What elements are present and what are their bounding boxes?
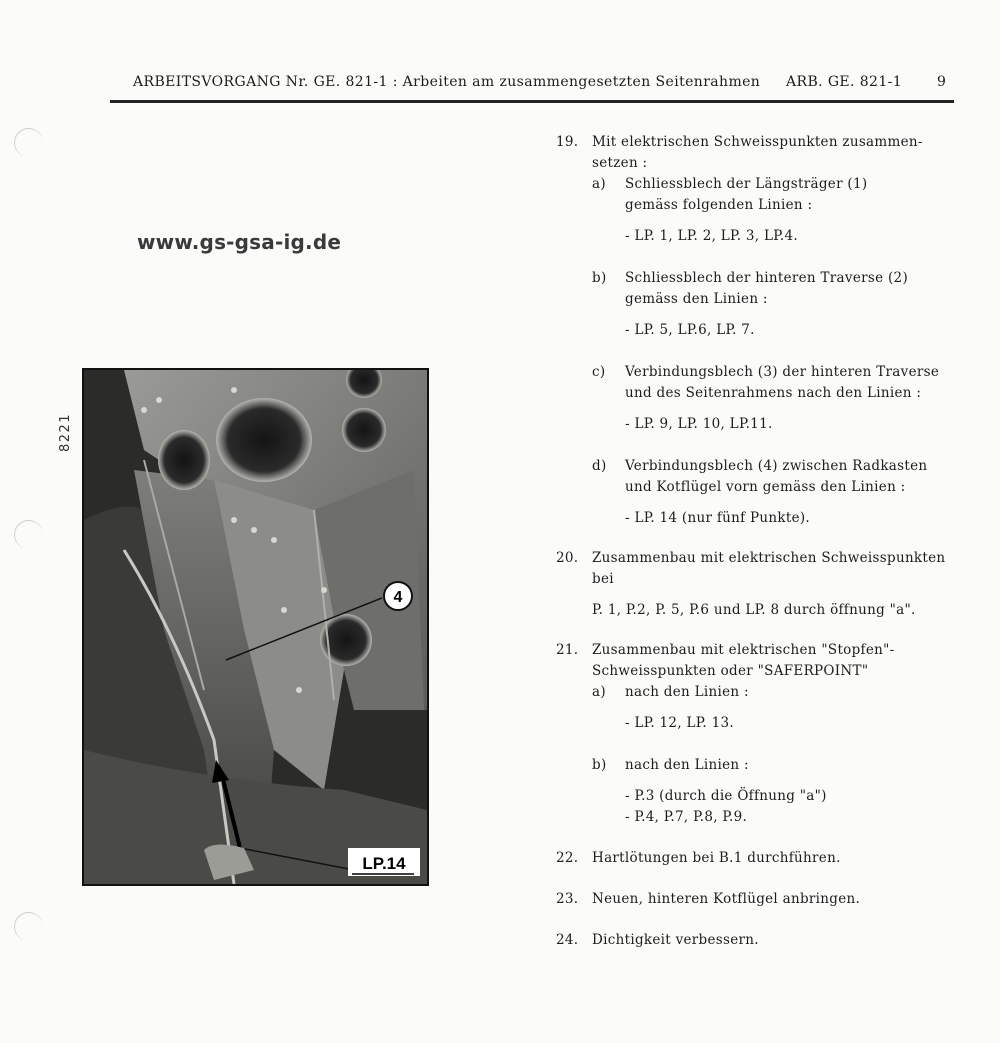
substep-text: gemäss den Linien : [625, 291, 768, 307]
substep-text: Verbindungsblech (4) zwischen Radkasten [625, 458, 928, 474]
step-number: 20. [556, 550, 579, 566]
step-text: Hartlötungen bei B.1 durchführen. [592, 850, 841, 866]
document-code: ARB. GE. 821-1 [786, 74, 903, 90]
step-19 [540, 132, 980, 529]
figure-illustration [84, 370, 427, 884]
substep-text: gemäss folgenden Linien : [625, 197, 813, 213]
weld-point-list: - P.4, P.7, P.8, P.9. [625, 809, 748, 825]
substep-letter: b) [592, 270, 607, 286]
substep-letter: c) [592, 364, 606, 380]
step-text: Dichtigkeit verbessern. [592, 932, 759, 948]
substep-19d [592, 456, 980, 529]
weld-line-list: - LP. 12, LP. 13. [625, 715, 734, 731]
step-text: Zusammenbau mit elektrischen "Stopfen"- [592, 642, 895, 658]
substep-letter: d) [592, 458, 607, 474]
punch-hole-mark [14, 128, 43, 157]
substep-text: und Kotflügel vorn gemäss den Linien : [625, 479, 906, 495]
substep-19c [592, 362, 980, 435]
substep-letter: b) [592, 757, 607, 773]
step-text: setzen : [592, 155, 648, 171]
weld-point-list: - P.3 (durch die Öffnung "a") [625, 788, 827, 804]
substep-19a [592, 174, 980, 247]
page-number: 9 [937, 74, 946, 90]
substep-text: Schliessblech der hinteren Traverse (2) [625, 270, 909, 286]
watermark-url: www.gs-gsa-ig.de [137, 230, 342, 254]
substep-text: nach den Linien : [625, 757, 749, 773]
punch-hole-mark [14, 520, 43, 549]
punch-hole-mark [14, 912, 43, 941]
step-text: Neuen, hinteren Kotflügel anbringen. [592, 891, 861, 907]
weld-line-list: - LP. 5, LP.6, LP. 7. [625, 322, 755, 338]
substep-lines [625, 508, 980, 529]
substep-letter: a) [592, 176, 606, 192]
step-21 [540, 640, 980, 828]
step-23 [540, 889, 980, 910]
document-header-title: ARBEITSVORGANG Nr. GE. 821-1 : Arbeiten am zusammengesetzten Seitenrahmen [133, 74, 761, 90]
substep-letter: a) [592, 684, 606, 700]
instruction-list [540, 132, 980, 951]
substep-text: nach den Linien : [625, 684, 749, 700]
substep-21b [592, 755, 980, 828]
weld-line-list: - LP. 1, LP. 2, LP. 3, LP.4. [625, 228, 798, 244]
substep-lines [625, 320, 980, 341]
weld-line-list: - LP. 14 (nur fünf Punkte). [625, 510, 811, 526]
step-number: 24. [556, 932, 579, 948]
substep-21a [592, 682, 980, 734]
step-text: bei [592, 571, 614, 587]
step-number: 19. [556, 134, 579, 150]
step-text: Schweisspunkten oder "SAFERPOINT" [592, 663, 869, 679]
figure-photo [82, 368, 429, 886]
step-20 [540, 548, 980, 621]
step-number: 21. [556, 642, 579, 658]
step-text: Mit elektrischen Schweisspunkten zusammen- [592, 134, 923, 150]
step-number: 23. [556, 891, 579, 907]
step-22 [540, 848, 980, 869]
callout-number: 4 [393, 589, 403, 606]
substep-19b [592, 268, 980, 341]
substep-text: Verbindungsblech (3) der hinteren Traverse [625, 364, 940, 380]
step-lines [592, 600, 980, 621]
step-text: Zusammenbau mit elektrischen Schweisspunkten [592, 550, 946, 566]
weld-line-list: - LP. 9, LP. 10, LP.11. [625, 416, 773, 432]
substep-text: und des Seitenrahmens nach den Linien : [625, 385, 922, 401]
side-code: 8221 [58, 412, 74, 453]
step-24 [540, 930, 980, 951]
substep-text: Schliessblech der Längsträger (1) [625, 176, 868, 192]
substep-lines [625, 226, 980, 247]
substep-lines [625, 414, 980, 435]
header-rule [110, 100, 954, 103]
callout-label-lp14: LP.14 [362, 854, 406, 873]
substep-lines [625, 713, 980, 734]
substep-lines [625, 786, 980, 828]
step-number: 22. [556, 850, 579, 866]
weld-point-list: P. 1, P.2, P. 5, P.6 und LP. 8 durch öffnung "a". [592, 602, 916, 618]
